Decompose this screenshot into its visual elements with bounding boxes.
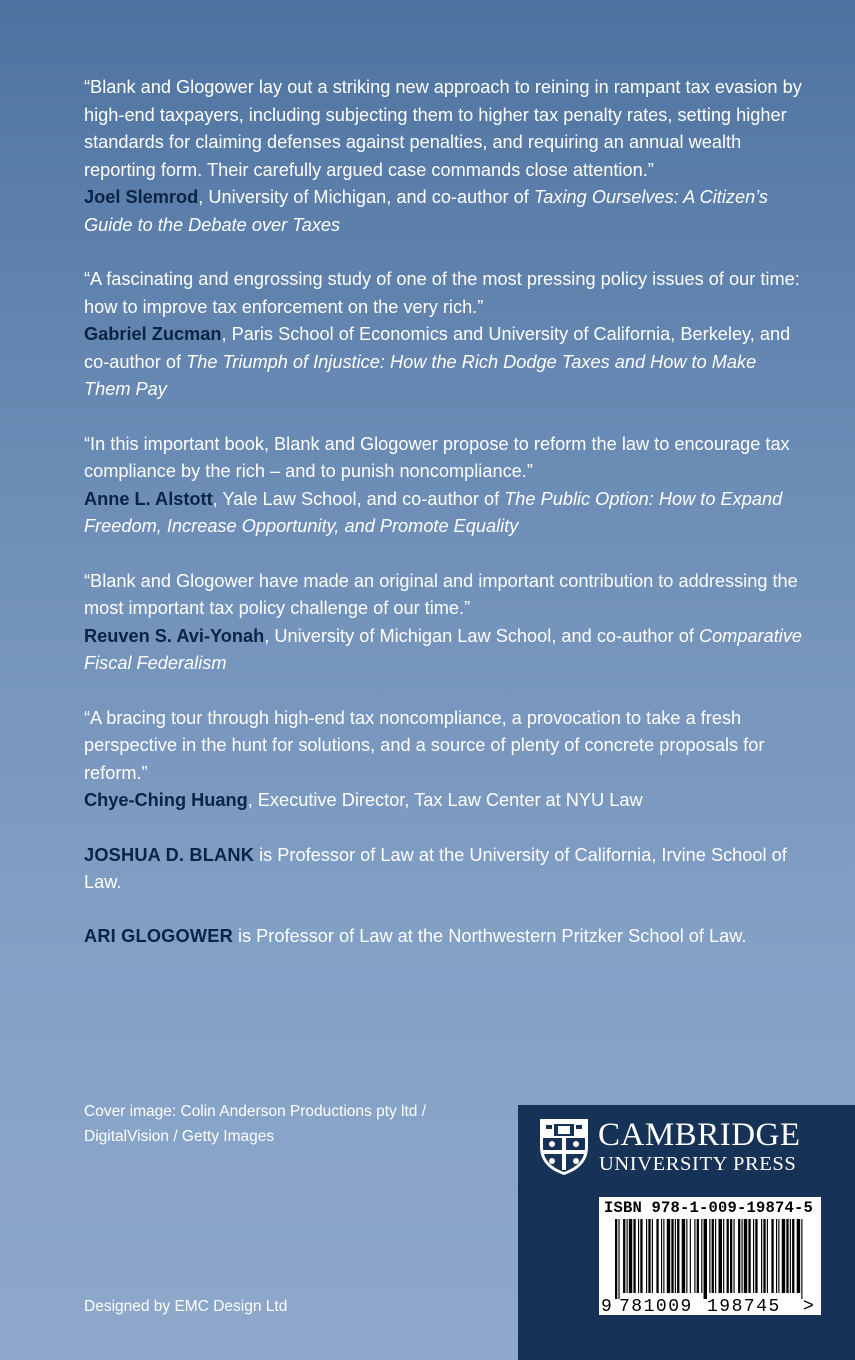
blurb-author: Chye-Ching Huang — [84, 790, 248, 810]
barcode-bar — [778, 1219, 779, 1293]
blurb-author: Gabriel Zucman — [84, 324, 222, 344]
barcode-bar — [761, 1219, 762, 1293]
barcode-bar — [786, 1219, 788, 1293]
barcode-bar — [742, 1219, 743, 1293]
blurb-affiliation: , Yale Law School, and co-author of — [212, 488, 505, 509]
blurb — [84, 431, 804, 541]
blurb-quote: “Blank and Glogower lay out a striking new approach to reining in rampant tax evasion by high-end taxpayers, including subjecting them to higher tax penalty rates, setting higher standards for claiming defenses against penalties, and requiring an annual wealth reporting form. Their carefully argued case commands close attention.” — [84, 77, 802, 180]
barcode-bar — [652, 1219, 653, 1293]
publisher-name-line2: UNIVERSITY PRESS — [599, 1153, 797, 1175]
blurb-author: Joel Slemrod — [84, 187, 199, 207]
barcode-bar — [771, 1219, 773, 1293]
author-bio-text: is Professor of Law at the Northwestern Pritzker School of Law. — [232, 925, 747, 946]
barcode-right-digits: 198745 — [707, 1297, 781, 1315]
barcode-bar — [753, 1219, 754, 1293]
barcode-bar — [633, 1219, 635, 1293]
blurb-author: Reuven S. Avi-Yonah — [84, 625, 265, 646]
blurb — [84, 705, 804, 815]
blurb-quote: “In this important book, Blank and Glogower propose to reform the law to encourage tax compliance by the rich – and to punish noncompliance.” — [84, 433, 790, 481]
barcode-bar — [733, 1219, 734, 1293]
isbn-barcode-box — [599, 1197, 821, 1315]
barcode-bar — [715, 1219, 716, 1293]
blurb-affiliation: , University of Michigan Law School, and co-author of — [264, 625, 699, 646]
barcode-bar — [623, 1219, 625, 1293]
author-bio — [84, 923, 804, 951]
author-bio-name: JOSHUA D. BLANK — [84, 844, 255, 865]
blurb — [84, 568, 804, 678]
barcode-bar — [704, 1219, 707, 1299]
blurb-quote: “A bracing tour through high-end tax noncompliance, a provocation to take a fresh perspective in the hunt for solutions, and a source of plenty of concrete proposals for reform.” — [84, 707, 765, 783]
barcode-bar — [697, 1219, 699, 1293]
blurb — [84, 266, 804, 404]
barcode-bar — [790, 1219, 791, 1293]
barcode-bar — [667, 1219, 670, 1293]
barcode-first-digit: 9 — [601, 1297, 612, 1315]
barcode-bar — [648, 1219, 650, 1293]
blurb-quote: “A fascinating and engrossing study of one of the most pressing policy issues of our time: how to improve tax enforcement on the very rich.” — [84, 269, 800, 317]
author-bio-name: ARI GLOGOWER — [84, 925, 233, 946]
blurb-attribution — [84, 486, 804, 541]
barcode-bar — [719, 1219, 722, 1293]
blurb-attribution — [84, 184, 804, 239]
barcode-left-digits: 781009 — [619, 1297, 693, 1315]
barcode-bar — [701, 1219, 702, 1293]
blurb-quote: “Blank and Glogower have made an original and important contribution to addressing the most important tax policy challenge of our time.” — [84, 570, 798, 618]
barcode — [599, 1217, 821, 1315]
blurb-affiliation: , University of Michigan, and co-author of — [198, 187, 534, 207]
barcode-bar — [709, 1219, 710, 1293]
author-bio — [84, 842, 804, 897]
back-cover-text — [84, 74, 804, 976]
barcode-bar — [755, 1219, 757, 1293]
publisher-name — [598, 1117, 801, 1175]
barcode-bar — [629, 1219, 632, 1293]
barcode-bars — [615, 1219, 802, 1299]
design-credit: Designed by EMC Design Ltd — [84, 1298, 288, 1315]
author-bio-text: is Professor of Law at the University of California, Irvine School of Law. — [84, 844, 787, 892]
blurb-attribution — [84, 623, 804, 678]
barcode-bar — [782, 1219, 785, 1293]
barcode-bar — [618, 1219, 619, 1299]
blurb-attribution — [84, 321, 804, 404]
barcode-bar — [801, 1219, 802, 1299]
barcode-bar — [682, 1219, 685, 1293]
barcode-bar — [671, 1219, 673, 1293]
barcode-arrow: > — [803, 1297, 814, 1315]
blurb-author: Anne L. Alstott — [84, 488, 213, 509]
blurb-book-title: Comparative Fiscal Federalism — [84, 625, 803, 673]
barcode-bar — [686, 1219, 687, 1293]
barcode-bar — [744, 1219, 747, 1293]
barcode-bar — [627, 1219, 628, 1293]
barcode-bar — [730, 1219, 732, 1293]
cover-image-credit: Cover image: Colin Anderson Productions pty ltd / DigitalVision / Getty Images — [84, 1103, 427, 1145]
barcode-bar — [723, 1219, 724, 1293]
blurb-attribution — [84, 787, 804, 815]
barcode-bar — [738, 1219, 740, 1293]
barcode-bar — [712, 1219, 714, 1293]
cambridge-crest-icon — [538, 1117, 590, 1177]
barcode-bar — [748, 1219, 750, 1293]
barcode-bar — [640, 1219, 642, 1293]
barcode-bar — [792, 1219, 794, 1293]
barcode-bar — [694, 1219, 695, 1293]
isbn-label: ISBN 978-1-009-19874-5 — [604, 1199, 814, 1217]
barcode-bar — [727, 1219, 729, 1293]
publisher-name-line1: CAMBRIDGE — [598, 1117, 801, 1153]
barcode-bar — [675, 1219, 676, 1293]
blurb-book-title: The Triumph of Injustice: How the Rich Dodge Taxes and How to Make Them Pay — [84, 351, 757, 399]
barcode-bar — [763, 1219, 765, 1293]
barcode-bar — [638, 1219, 639, 1293]
barcode-bar — [797, 1219, 800, 1293]
publisher-panel — [518, 1105, 855, 1360]
barcode-bar — [615, 1219, 617, 1299]
blurb-book-title: Taxing Ourselves: A Citizen’s Guide to the Debate over Taxes — [84, 187, 769, 235]
blurb — [84, 74, 804, 239]
blurb-book-title: The Public Option: How to Expand Freedom, Increase Opportunity, and Promote Equality — [84, 488, 783, 536]
barcode-bar — [646, 1219, 647, 1293]
barcode-bar — [656, 1219, 658, 1293]
barcode-bar — [661, 1219, 662, 1293]
blurb-affiliation: , Executive Director, Tax Law Center at NYU Law — [247, 790, 643, 810]
barcode-bar — [677, 1219, 679, 1293]
blurb-affiliation: , Paris School of Economics and University of California, Berkeley, and co-author of — [84, 324, 791, 372]
barcode-bar — [776, 1219, 777, 1293]
barcode-bar — [690, 1219, 691, 1293]
barcode-bar — [767, 1219, 768, 1293]
barcode-bar — [663, 1219, 664, 1293]
